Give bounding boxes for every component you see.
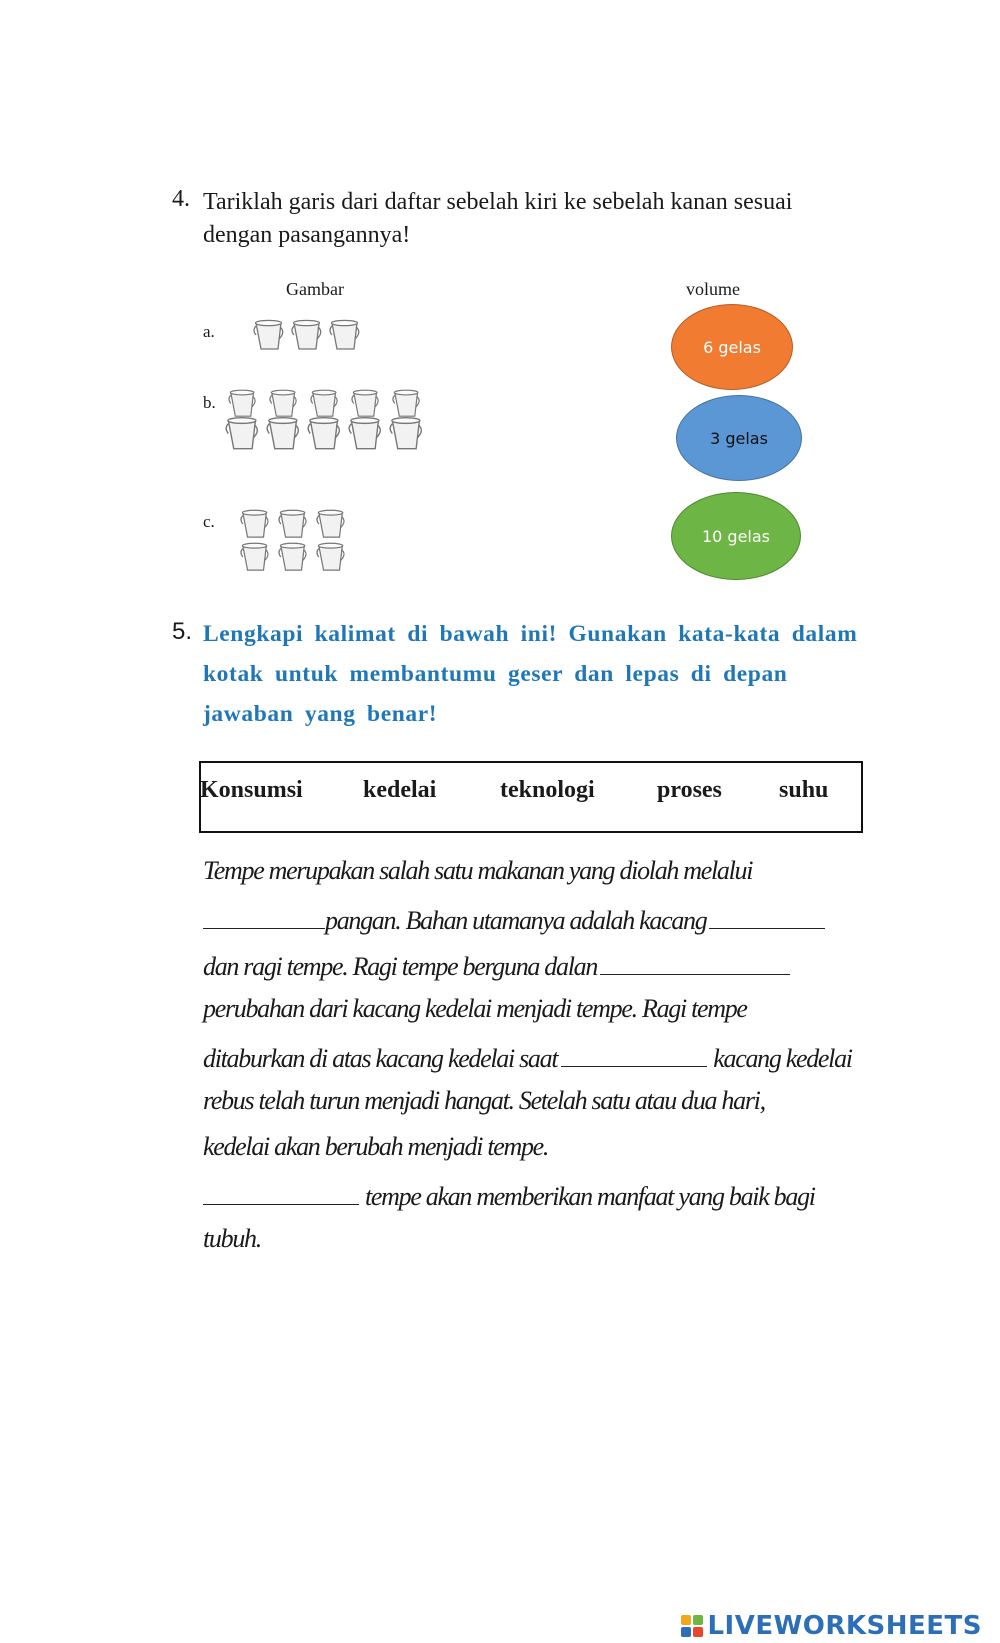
volume-option-10-gelas[interactable] xyxy=(671,492,801,580)
pitcher-group-a[interactable] xyxy=(252,318,364,351)
pitcher-icon xyxy=(238,541,274,572)
story-line-7: kedelai akan berubah menjadi tempe. xyxy=(203,1132,549,1161)
pitcher-icon xyxy=(238,508,274,539)
volume-option-3-gelas[interactable] xyxy=(676,395,802,481)
story-line-8 xyxy=(203,1178,883,1212)
question-5-text: Lengkapi kalimat di bawah ini! Gunakan kata-kata dalam kotak untuk membantumu geser dan lepas di depan jawaban yang benar! xyxy=(203,621,858,727)
volume-option-label: 6 gelas xyxy=(703,337,761,357)
pitcher-row xyxy=(238,541,350,572)
pitcher-icon xyxy=(276,508,312,539)
volume-option-label: 3 gelas xyxy=(710,428,768,448)
column-header-volume: volume xyxy=(686,279,740,299)
story-line-6: rebus telah turun menjadi hangat. Setelah satu atau dua hari, xyxy=(203,1086,765,1115)
blank-1-dropzone[interactable] xyxy=(203,902,325,929)
pitcher-row xyxy=(224,412,427,454)
pitcher-row xyxy=(252,318,364,351)
word-bank xyxy=(199,761,863,833)
question-4-number: 4. xyxy=(172,186,190,212)
story-text: kacang kedelai xyxy=(713,1044,852,1073)
column-header-gambar: Gambar xyxy=(286,279,344,299)
pitcher-icon xyxy=(290,318,326,351)
row-label-b: b. xyxy=(203,393,216,412)
pitcher-icon xyxy=(314,541,350,572)
story-text: tempe akan memberikan manfaat yang baik bagi xyxy=(365,1182,815,1211)
word-suhu[interactable]: suhu xyxy=(779,777,829,803)
pitcher-icon xyxy=(306,412,345,454)
word-kedelai[interactable]: kedelai xyxy=(363,777,437,803)
word-konsumsi[interactable]: Konsumsi xyxy=(200,777,303,803)
pitcher-icon xyxy=(265,412,304,454)
pitcher-icon xyxy=(314,508,350,539)
pitcher-icon xyxy=(252,318,288,351)
liveworksheets-logo xyxy=(681,1611,982,1641)
story-line-5 xyxy=(203,1040,883,1074)
pitcher-row xyxy=(238,508,350,539)
story-text: ditaburkan di atas kacang kedelai saat xyxy=(203,1044,558,1073)
row-label-a: a. xyxy=(203,322,215,341)
blank-4-dropzone[interactable] xyxy=(561,1040,707,1067)
volume-option-6-gelas[interactable] xyxy=(671,304,793,390)
logo-text: LIVEWORKSHEETS xyxy=(707,1611,982,1641)
pitcher-icon xyxy=(328,318,364,351)
question-5-number: 5. xyxy=(172,618,193,645)
pitcher-group-c[interactable] xyxy=(238,508,350,572)
blank-3-dropzone[interactable] xyxy=(600,948,790,975)
story-line-3 xyxy=(203,948,883,982)
story-line-9: tubuh. xyxy=(203,1224,261,1253)
story-text: pangan. Bahan utamanya adalah kacang xyxy=(325,906,707,935)
logo-mark-icon xyxy=(681,1615,703,1637)
pitcher-group-b[interactable] xyxy=(224,388,427,454)
pitcher-icon xyxy=(388,412,427,454)
word-teknologi[interactable]: teknologi xyxy=(500,777,595,803)
story-line-4: perubahan dari kacang kedelai menjadi tempe. Ragi tempe xyxy=(203,994,747,1023)
word-proses[interactable]: proses xyxy=(657,777,722,803)
blank-5-dropzone[interactable] xyxy=(203,1178,359,1205)
pitcher-icon xyxy=(224,412,263,454)
blank-2-dropzone[interactable] xyxy=(709,902,825,929)
row-label-c: c. xyxy=(203,512,215,531)
story-line-2 xyxy=(203,902,883,936)
pitcher-icon xyxy=(347,412,386,454)
pitcher-icon xyxy=(276,541,312,572)
volume-option-label: 10 gelas xyxy=(701,526,771,546)
story-line-1: Tempe merupakan salah satu makanan yang diolah melalui xyxy=(203,856,753,885)
question-4-text: Tariklah garis dari daftar sebelah kiri ke sebelah kanan sesuai dengan pasangannya! xyxy=(203,189,793,248)
story-text: dan ragi tempe. Ragi tempe berguna dalan xyxy=(203,952,598,981)
